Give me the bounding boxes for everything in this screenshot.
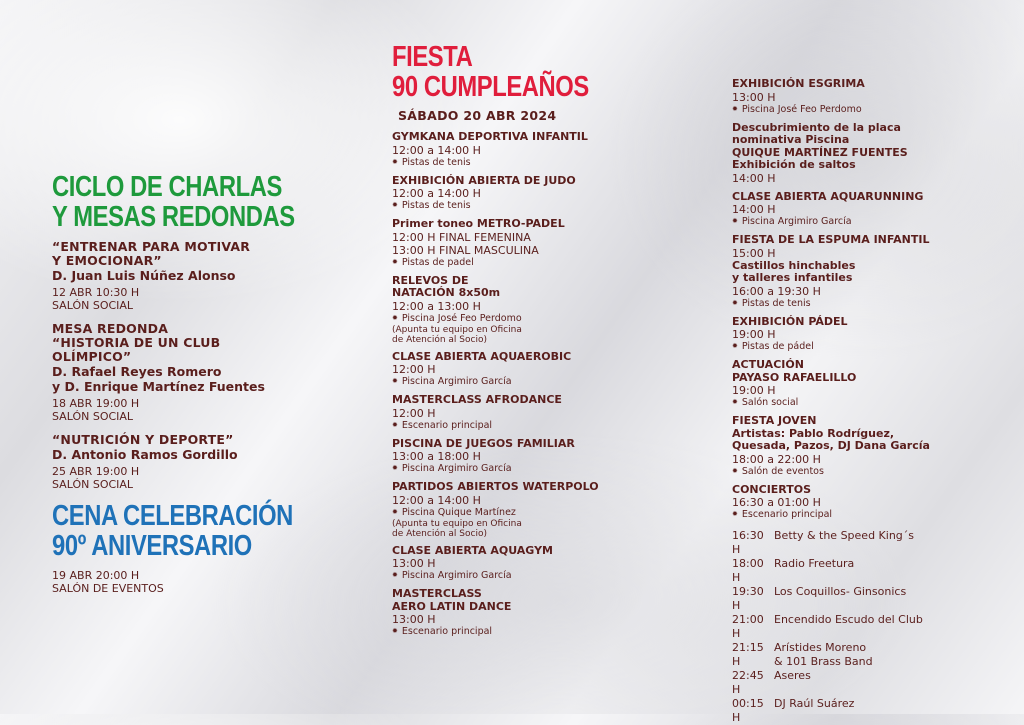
concert-name: Encendido Escudo del Club	[774, 613, 923, 626]
concert-name: Betty & the Speed King´s	[774, 529, 915, 542]
concert-name: Aseres	[774, 669, 811, 682]
event-item	[732, 78, 1012, 116]
event-item	[392, 275, 682, 345]
event-title: CLASE ABIERTA AQUARUNNING	[732, 189, 924, 203]
event-title: CLASE ABIERTA AQUAEROBIC	[392, 349, 572, 363]
concert-row	[732, 529, 1012, 557]
dinner-title: CENA CELEBRACIÓN 90º ANIVERSARIO	[52, 500, 293, 562]
left-column	[52, 172, 352, 595]
event-note: (Apunta tu equipo en Oficina de Atención al Socio)	[392, 324, 522, 345]
event-item	[392, 175, 682, 213]
event-time: 12:00 a 13:00 H	[392, 299, 481, 313]
concert-time: 19:30 H	[732, 585, 764, 612]
event-place: ✹ Piscina Argimiro García	[732, 216, 1012, 228]
talk-item	[52, 322, 352, 423]
event-place: ✹ Escenario principal	[392, 420, 682, 432]
event-item	[732, 415, 1012, 478]
event-place: ✹ Piscina Quique Martínez	[392, 507, 682, 519]
event-place: ✹ Piscina Argimiro García	[392, 570, 682, 582]
event-time: 12:00 a 14:00 H	[392, 143, 481, 157]
talks-title: CICLO DE CHARLAS Y MESAS REDONDAS	[52, 171, 295, 233]
event-title: GYMKANA DEPORTIVA INFANTIL	[392, 130, 588, 143]
event-item	[732, 191, 1012, 229]
party-title-line2: 90 CUMPLEAÑOS	[392, 71, 589, 103]
concert-time: 18:00 H	[732, 557, 764, 584]
concert-row	[732, 641, 1012, 669]
event-item	[732, 316, 1012, 354]
event-item	[392, 351, 682, 389]
concert-time: 16:30 H	[732, 529, 764, 556]
event-time: 14:00 H	[732, 171, 776, 185]
event-item	[392, 131, 682, 169]
event-item	[732, 234, 1012, 310]
event-title: Descubrimiento de la placa nominativa Piscina QUIQUE MARTÍNEZ FUENTES Exhibición de saltos	[732, 120, 908, 171]
event-time: 13:00 H	[392, 557, 436, 570]
event-time: 19:00 H	[732, 384, 776, 397]
event-extra: Artistas: Pablo Rodríguez, Quesada, Pazos, DJ Dana García	[732, 426, 930, 452]
party-date: SÁBADO 20 ABR 2024	[398, 108, 557, 123]
event-title: EXHIBICIÓN ABIERTA DE JUDO	[392, 173, 576, 187]
event-title: MASTERCLASS AFRODANCE	[392, 393, 562, 406]
talk-title: “ENTRENAR PARA MOTIVAR Y EMOCIONAR”	[52, 239, 251, 268]
event-time: 14:00 H	[732, 203, 776, 216]
concert-name: Arístides Moreno & 101 Brass Band	[774, 641, 873, 668]
concert-name: DJ Raúl Suárez	[774, 697, 855, 710]
talk-place: SALÓN SOCIAL	[52, 299, 134, 312]
event-item	[392, 481, 682, 539]
concert-row	[732, 697, 1012, 725]
concert-list	[732, 529, 1012, 725]
event-place: ✹ Pistas de tenis	[392, 157, 682, 169]
dinner-info	[52, 569, 352, 595]
event-title: FIESTA DE LA ESPUMA INFANTIL	[732, 233, 930, 246]
event-time-secondary: 18:00 a 22:00 H	[732, 452, 821, 466]
middle-column	[392, 42, 682, 644]
event-item	[392, 545, 682, 583]
event-title: CLASE ABIERTA AQUAGYM	[392, 543, 554, 557]
concert-time: 21:15 H	[732, 641, 764, 668]
event-title: PARTIDOS ABIERTOS WATERPOLO	[392, 480, 599, 493]
concert-name: Los Coquillos- Ginsonics	[774, 585, 907, 598]
event-item	[392, 438, 682, 476]
event-place: ✹ Escenario principal	[392, 626, 682, 638]
dinner-date: 19 ABR 20:00 H	[52, 569, 140, 582]
event-extra: Castillos hinchables y talleres infantiles	[732, 258, 856, 284]
talk-speaker: D. Antonio Ramos Gordillo	[52, 447, 238, 462]
event-time: 12:00 a 14:00 H	[392, 187, 481, 200]
event-place: ✹ Pistas de tenis	[732, 298, 1012, 310]
event-title: ACTUACIÓN PAYASO RAFAELILLO	[732, 358, 857, 384]
talk-title: “NUTRICIÓN Y DEPORTE”	[52, 432, 234, 447]
event-place: ✹ Piscina José Feo Perdomo	[392, 313, 682, 325]
event-time: 12:00 H	[392, 363, 436, 376]
party-title-line1: FIESTA	[392, 41, 473, 73]
talk-speaker: D. Juan Luis Núñez Alonso	[52, 268, 236, 283]
talk-date: 25 ABR 19:00 H	[52, 465, 140, 478]
event-place: ✹ Piscina Argimiro García	[392, 376, 682, 388]
talk-date: 18 ABR 19:00 H	[52, 397, 140, 410]
talk-place: SALÓN SOCIAL	[52, 410, 134, 423]
event-time: 13:00 a 18:00 H	[392, 450, 481, 463]
event-time: 12:00 a 14:00 H	[392, 493, 481, 507]
event-item	[732, 122, 1012, 185]
talk-place: SALÓN SOCIAL	[52, 478, 134, 491]
event-place: ✹ Salón de eventos	[732, 466, 1012, 478]
talk-title: MESA REDONDA “HISTORIA DE UN CLUB OLÍMPICO”	[52, 321, 221, 364]
event-title: Primer toneo METRO-PADEL	[392, 217, 565, 230]
dinner-place: SALÓN DE EVENTOS	[52, 582, 164, 595]
concert-row	[732, 669, 1012, 697]
event-title: RELEVOS DE NATACIÓN 8x50m	[392, 273, 501, 299]
event-item	[392, 588, 682, 638]
talk-item	[52, 433, 352, 491]
talk-date: 12 ABR 10:30 H	[52, 286, 140, 299]
concert-time: 00:15 H	[732, 697, 764, 724]
event-place: ✹ Piscina José Feo Perdomo	[732, 104, 1012, 116]
concert-name: Radio Freetura	[774, 557, 855, 570]
concert-row	[732, 613, 1012, 641]
event-title: FIESTA JOVEN	[732, 414, 817, 427]
event-title: EXHIBICIÓN ESGRIMA	[732, 77, 865, 90]
event-time: 19:00 H	[732, 328, 776, 341]
event-time: 12:00 H	[392, 406, 436, 420]
event-title: PISCINA DE JUEGOS FAMILIAR	[392, 436, 575, 450]
event-item	[392, 218, 682, 269]
event-time: 16:30 a 01:00 H	[732, 496, 821, 509]
right-column	[732, 78, 1012, 725]
concert-time: 21:00 H	[732, 613, 764, 640]
event-title: CONCIERTOS	[732, 482, 812, 496]
event-note: (Apunta tu equipo en Oficina de Atención al Socio)	[392, 518, 522, 539]
concert-row	[732, 585, 1012, 613]
event-time: 12:00 H FINAL FEMENINA 13:00 H FINAL MASCULINA	[392, 230, 539, 257]
event-place: ✹ Salón social	[732, 397, 1012, 409]
event-place: ✹ Piscina Argimiro García	[392, 463, 682, 475]
event-place: ✹ Pistas de padel	[392, 257, 682, 269]
talk-speaker: D. Rafael Reyes Romero y D. Enrique Martínez Fuentes	[52, 364, 265, 394]
event-title: EXHIBICIÓN PÁDEL	[732, 314, 848, 328]
event-title: MASTERCLASS AERO LATIN DANCE	[392, 587, 512, 613]
event-place: ✹ Pistas de pádel	[732, 341, 1012, 353]
event-item	[392, 394, 682, 432]
event-item	[732, 359, 1012, 409]
event-item	[732, 484, 1012, 522]
event-time: 13:00 H	[392, 613, 436, 626]
event-time: 13:00 H	[732, 90, 776, 104]
event-place: ✹ Escenario principal	[732, 509, 1012, 521]
concert-row	[732, 557, 1012, 585]
event-time: 15:00 H	[732, 246, 776, 260]
event-time-secondary: 16:00 a 19:30 H	[732, 284, 821, 298]
talk-item	[52, 240, 352, 312]
concert-time: 22:45 H	[732, 669, 764, 696]
event-place: ✹ Pistas de tenis	[392, 200, 682, 212]
